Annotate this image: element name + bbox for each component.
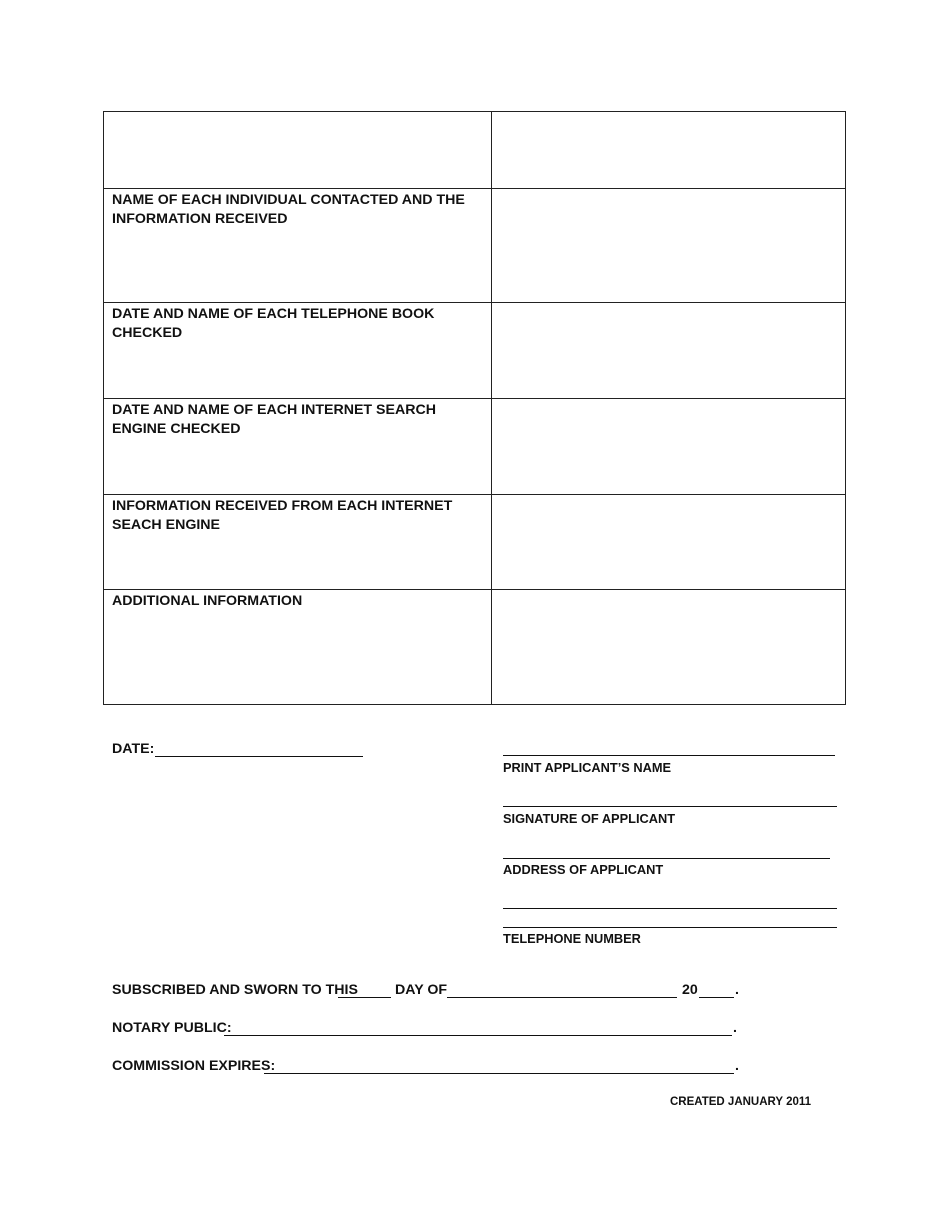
print-name-label: PRINT APPLICANT’S NAME (503, 760, 672, 775)
row-label (104, 112, 492, 189)
row-value-field[interactable] (492, 399, 846, 495)
table-row (104, 495, 846, 590)
telephone-field-line-1[interactable] (503, 908, 837, 909)
table-row (104, 590, 846, 705)
row-label: NAME OF EACH INDIVIDUAL CONTACTED AND THE INFORMATION RECEIVED (104, 189, 492, 303)
row-value-field[interactable] (492, 590, 846, 705)
address-label: ADDRESS OF APPLICANT (503, 862, 664, 877)
sworn-month-field[interactable] (447, 997, 677, 998)
row-label: DATE AND NAME OF EACH TELEPHONE BOOK CHECKED (104, 303, 492, 399)
date-label: DATE: (112, 741, 155, 757)
notary-label: NOTARY PUBLIC: (112, 1020, 232, 1036)
table-row (104, 399, 846, 495)
table-row (104, 189, 846, 303)
commission-label: COMMISSION EXPIRES: (112, 1058, 276, 1074)
date-field[interactable] (155, 756, 363, 757)
information-table (103, 111, 846, 705)
row-value-field[interactable] (492, 112, 846, 189)
row-value-field[interactable] (492, 495, 846, 590)
notary-period: . (733, 1020, 737, 1036)
table-row (104, 303, 846, 399)
sworn-period: . (735, 982, 739, 998)
day-of-label: DAY OF (395, 982, 448, 998)
signature-field[interactable] (503, 806, 837, 807)
row-label: INFORMATION RECEIVED FROM EACH INTERNET SEACH ENGINE (104, 495, 492, 590)
signature-label: SIGNATURE OF APPLICANT (503, 811, 676, 826)
row-label: DATE AND NAME OF EACH INTERNET SEARCH ENGINE CHECKED (104, 399, 492, 495)
address-field[interactable] (503, 858, 830, 859)
created-date: CREATED JANUARY 2011 (670, 1096, 812, 1108)
row-label: ADDITIONAL INFORMATION (104, 590, 492, 705)
table-row (104, 112, 846, 189)
telephone-label: TELEPHONE NUMBER (503, 931, 641, 946)
commission-period: . (735, 1058, 739, 1074)
sworn-year-field[interactable] (699, 997, 734, 998)
year-prefix: 20 (682, 982, 698, 998)
commission-field[interactable] (264, 1073, 734, 1074)
row-value-field[interactable] (492, 303, 846, 399)
row-value-field[interactable] (492, 189, 846, 303)
sworn-prefix: SUBSCRIBED AND SWORN TO THIS (112, 982, 358, 998)
notary-field[interactable] (224, 1035, 732, 1036)
sworn-day-field[interactable] (338, 997, 391, 998)
print-name-field[interactable] (503, 755, 835, 756)
telephone-field-line-2[interactable] (503, 927, 837, 928)
